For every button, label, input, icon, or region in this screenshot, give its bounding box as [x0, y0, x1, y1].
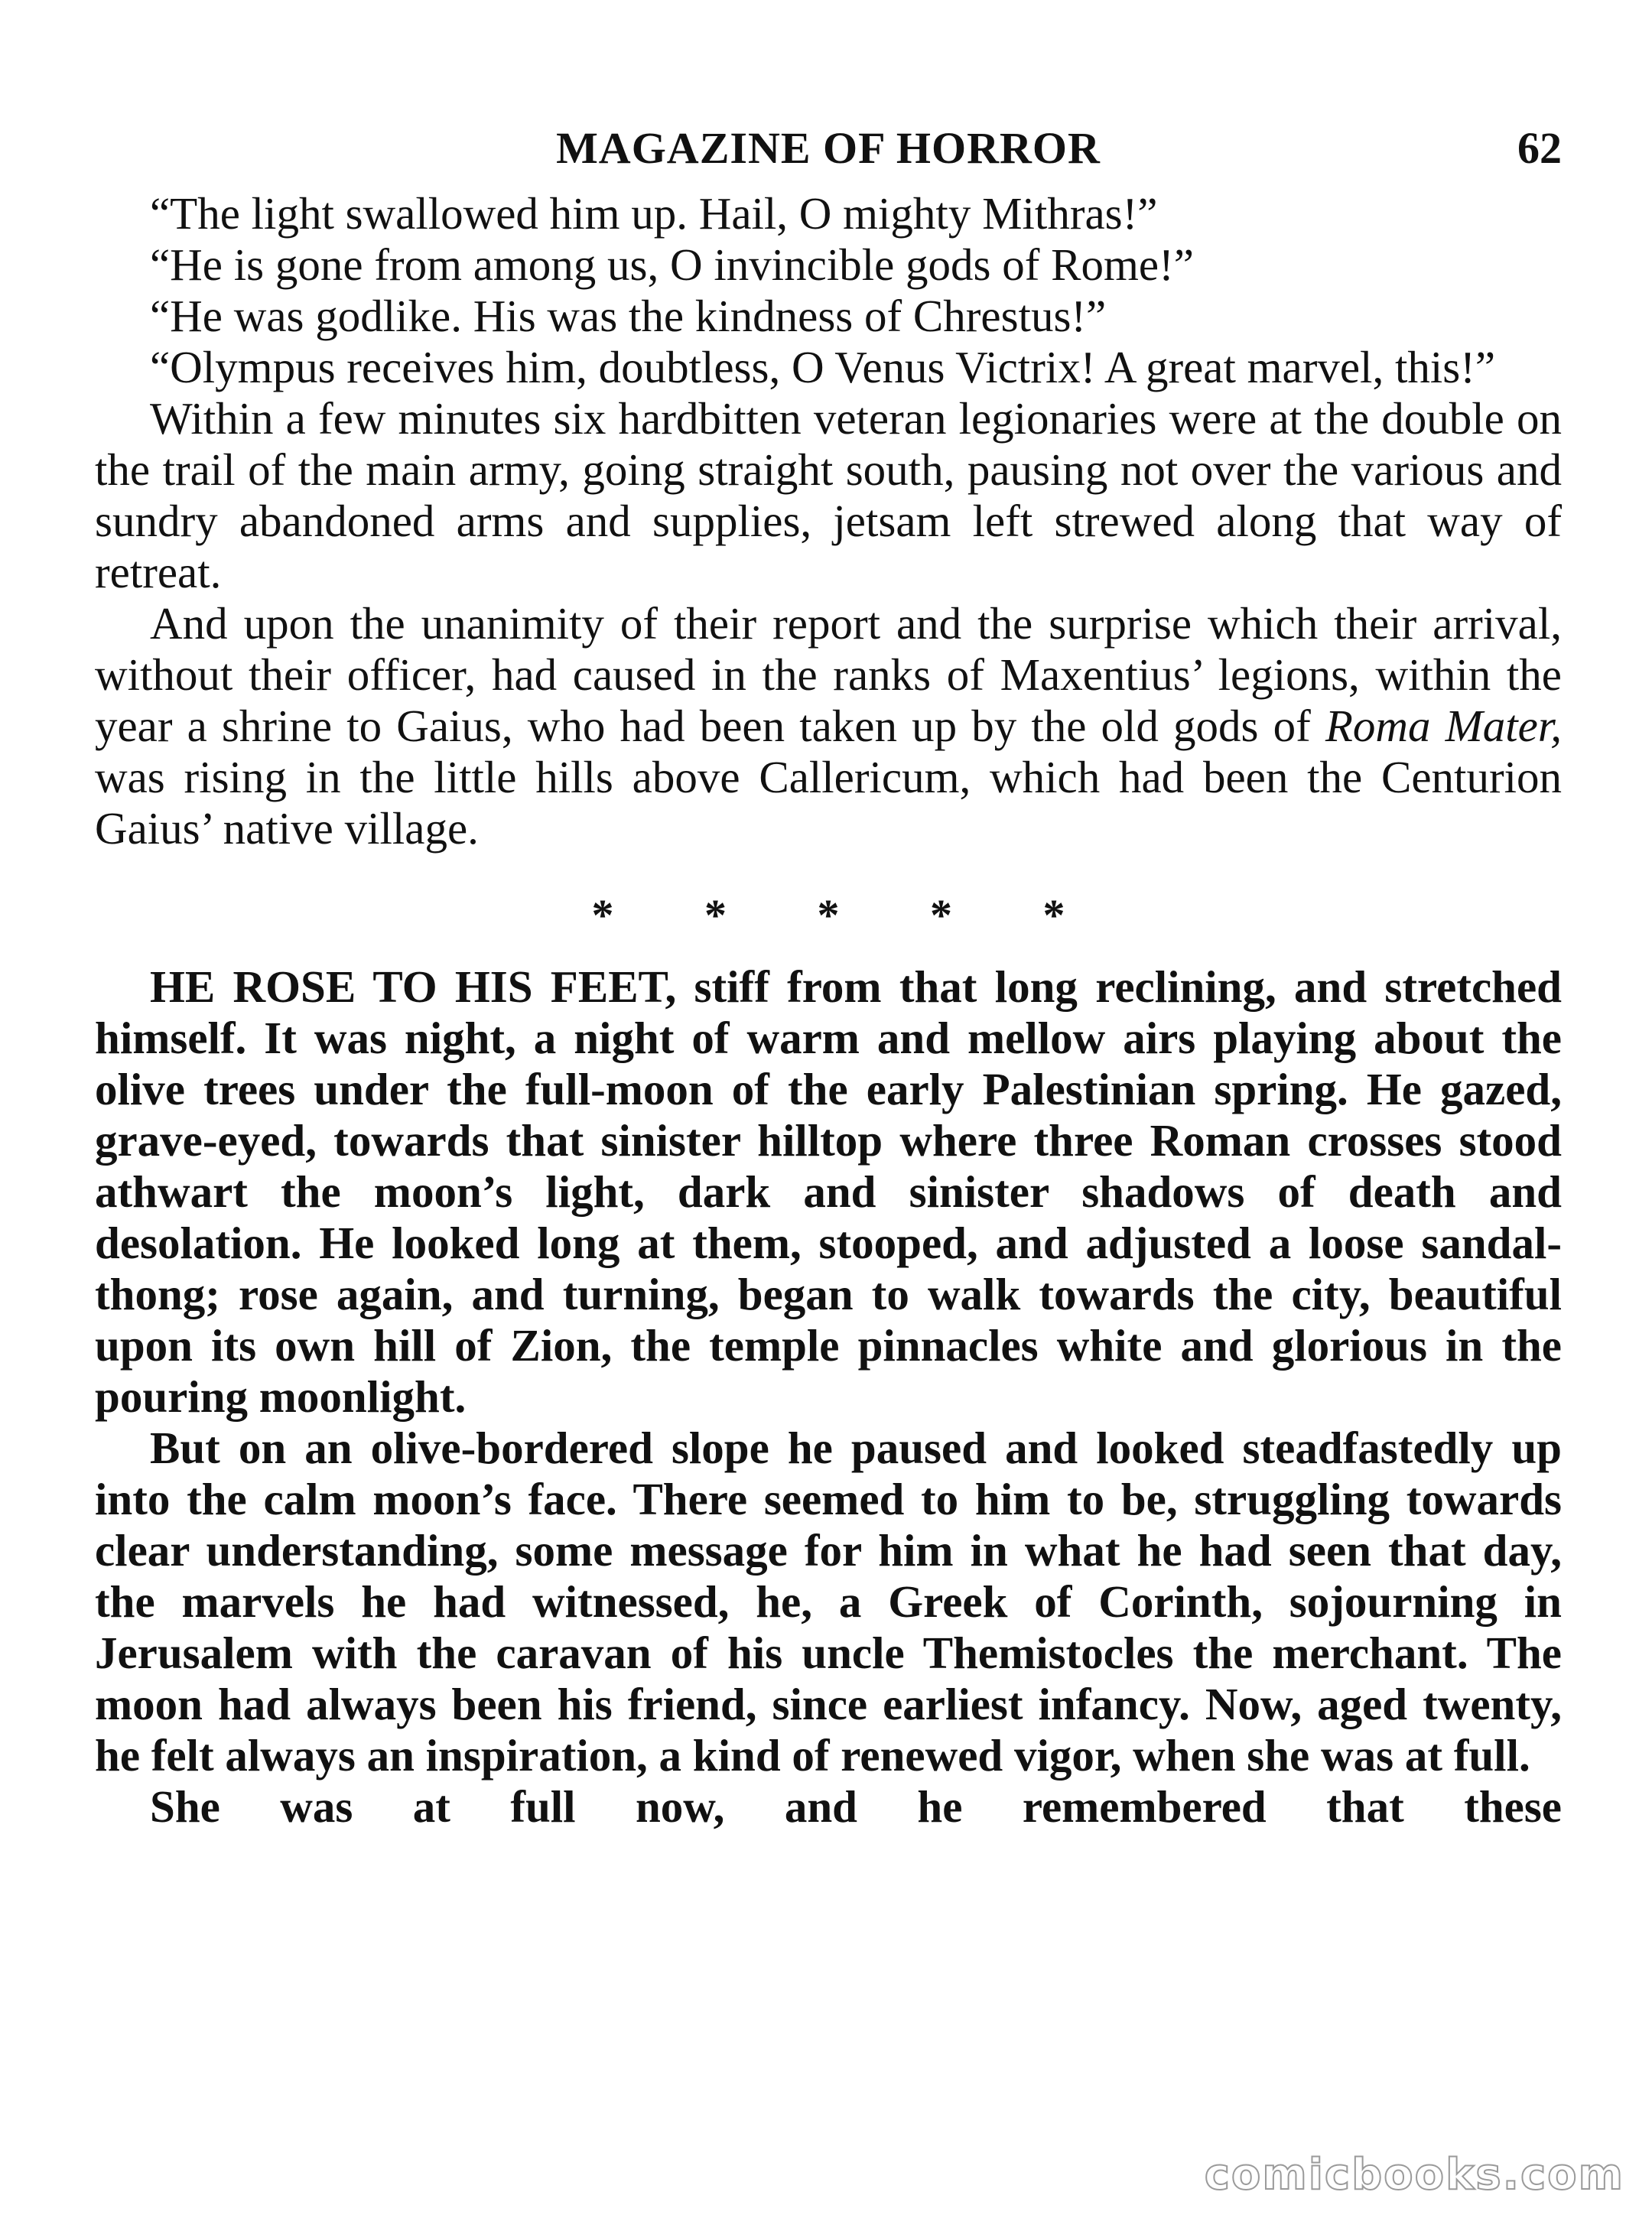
italic-roma-mater: Roma Mater,	[1325, 701, 1562, 751]
paragraph-6-text-b: was rising in the little hills above Callericum, which had been the Centurion Gaius’ native village.	[95, 752, 1562, 854]
watermark-logo: comicbooks.com	[1204, 2150, 1624, 2200]
story-text-bottom	[95, 961, 1562, 1833]
paragraph-5: Within a few minutes six hardbitten veteran legionaries were at the double on the trail of the main army, going straight south, pausing not over the various and sundry abandoned arms and supplies, jetsam left strewed along that way of retreat.	[95, 393, 1562, 597]
story-text-top	[95, 188, 1562, 854]
page-header	[95, 115, 1562, 188]
paragraph-1: “The light swallowed him up. Hail, O mighty Mithras!”	[150, 188, 1158, 239]
paragraph-8: But on an olive-bordered slope he paused and looked steadfastedly up into the calm moon’s face. There seemed to him to be, struggling towards clear understanding, some message for him in what he had seen that day, the marvels he had witnessed, he, a Greek of Corinth, sojourning in Jerusalem with the caravan of his uncle Themistocles the merchant. The moon had always been his friend, since earliest infancy. Now, aged twenty, he felt always an inspiration, a kind of renewed vigor, when she was at full.	[95, 1423, 1562, 1781]
section-separator: * * * * *	[591, 890, 1105, 940]
paragraph-6-text-a: And upon the unanimity of their report and the surprise which their arrival, without their officer, had caused in the ranks of Maxentius’ legions, within the year a shrine to Gaius, who had been taken up by the old gods of	[95, 598, 1562, 751]
paragraph-9: She was at full now, and he remembered that these	[150, 1781, 1562, 1832]
paragraph-3: “He was godlike. His was the kindness of Chrestus!”	[150, 291, 1107, 341]
paragraph-7: HE ROSE TO HIS FEET, stiff from that long reclining, and stretched himself. It was night, a night of warm and mellow airs playing about the olive trees under the full-moon of the early Palestinian spring. He gazed, grave-eyed, towards that sinister hilltop where three Roman crosses stood athwart the moon’s light, dark and sinister shadows of death and desolation. He looked long at them, stooped, and adjusted a loose sandal-thong; rose again, and turning, began to walk towards the city, beautiful upon its own hill of Zion, the temple pinnacles white and glorious in the pouring moonlight.	[95, 961, 1562, 1422]
paragraph-4: “Olympus receives him, doubtless, O Venus Victrix! A great marvel, this!”	[150, 342, 1496, 392]
magazine-title: MAGAZINE OF HORROR	[556, 123, 1101, 173]
paragraph-6	[95, 598, 1562, 854]
book-page	[95, 115, 1562, 1833]
paragraph-2: “He is gone from among us, O invincible gods of Rome!”	[150, 239, 1194, 290]
page-number: 62	[1517, 123, 1562, 173]
